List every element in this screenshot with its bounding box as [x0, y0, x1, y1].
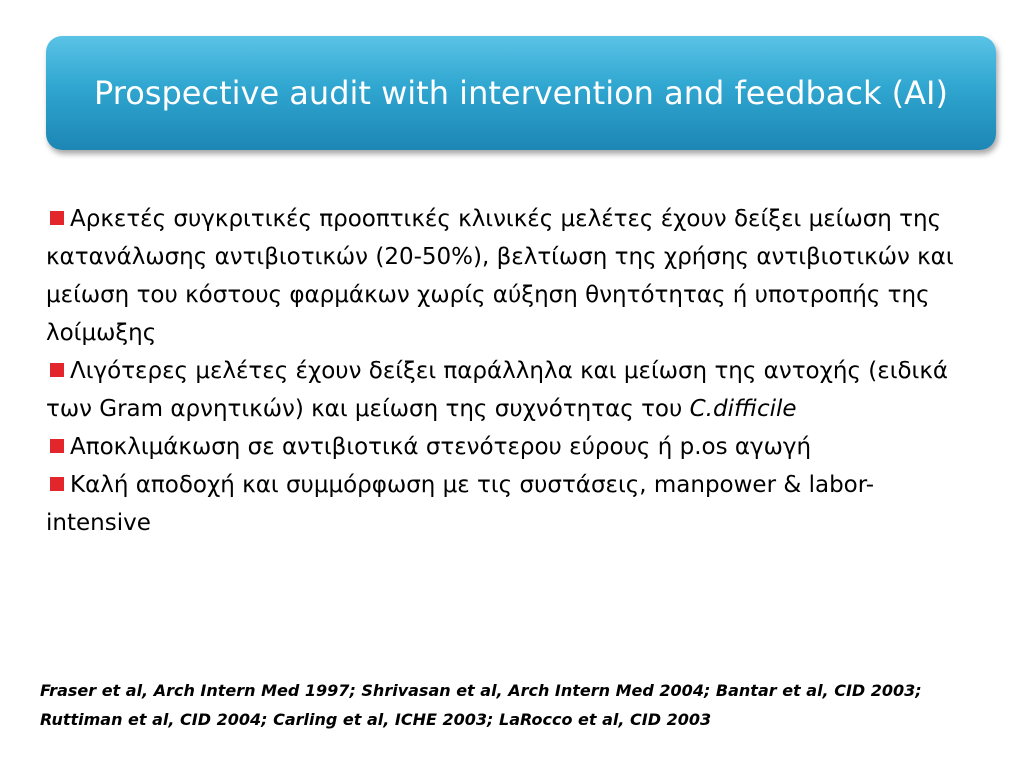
- slide-title: Prospective audit with intervention and feedback (AI): [94, 73, 948, 112]
- bullet-item: [46, 466, 976, 542]
- bullet-item: [46, 352, 976, 428]
- title-banner: [46, 36, 996, 150]
- bullet-text: Αρκετές συγκριτικές προοπτικές κλινικές μελέτες έχουν δείξει μείωση της κατανάλωσης αντιβιοτικών (20-50%), βελτίωση της χρήσης αντιβιοτικών και μείωση του κόστους φαρμάκων χωρίς αύξηση θνητότητας ή υποτροπής της λοίμωξης: [46, 206, 954, 346]
- square-bullet-icon: [50, 211, 64, 225]
- square-bullet-icon: [50, 439, 64, 453]
- bullet-text: Λιγότερες μελέτες έχουν δείξει παράλληλα και μείωση της αντοχής (ειδικά των Gram αρνητικών) και μείωση της συχνότητας του: [46, 358, 949, 422]
- bullet-text: Καλή αποδοχή και συμμόρφωση με τις συστάσεις, manpower & labor- intensive: [46, 472, 875, 536]
- bullet-list: [46, 200, 976, 542]
- bullet-italic-term: C.difficile: [689, 396, 797, 422]
- references-footer: Fraser et al, Arch Intern Med 1997; Shrivasan et al, Arch Intern Med 2004; Bantar et al, CID 2003; Ruttiman et al, CID 2004; Carling et al, ICHE 2003; LaRocco et al, CID 2003: [40, 681, 922, 729]
- bullet-item: [46, 200, 976, 352]
- square-bullet-icon: [50, 363, 64, 377]
- bullet-item: [46, 428, 976, 466]
- bullet-text: Αποκλιμάκωση σε αντιβιοτικά στενότερου εύρους ή p.os αγωγή: [70, 434, 812, 460]
- square-bullet-icon: [50, 477, 64, 491]
